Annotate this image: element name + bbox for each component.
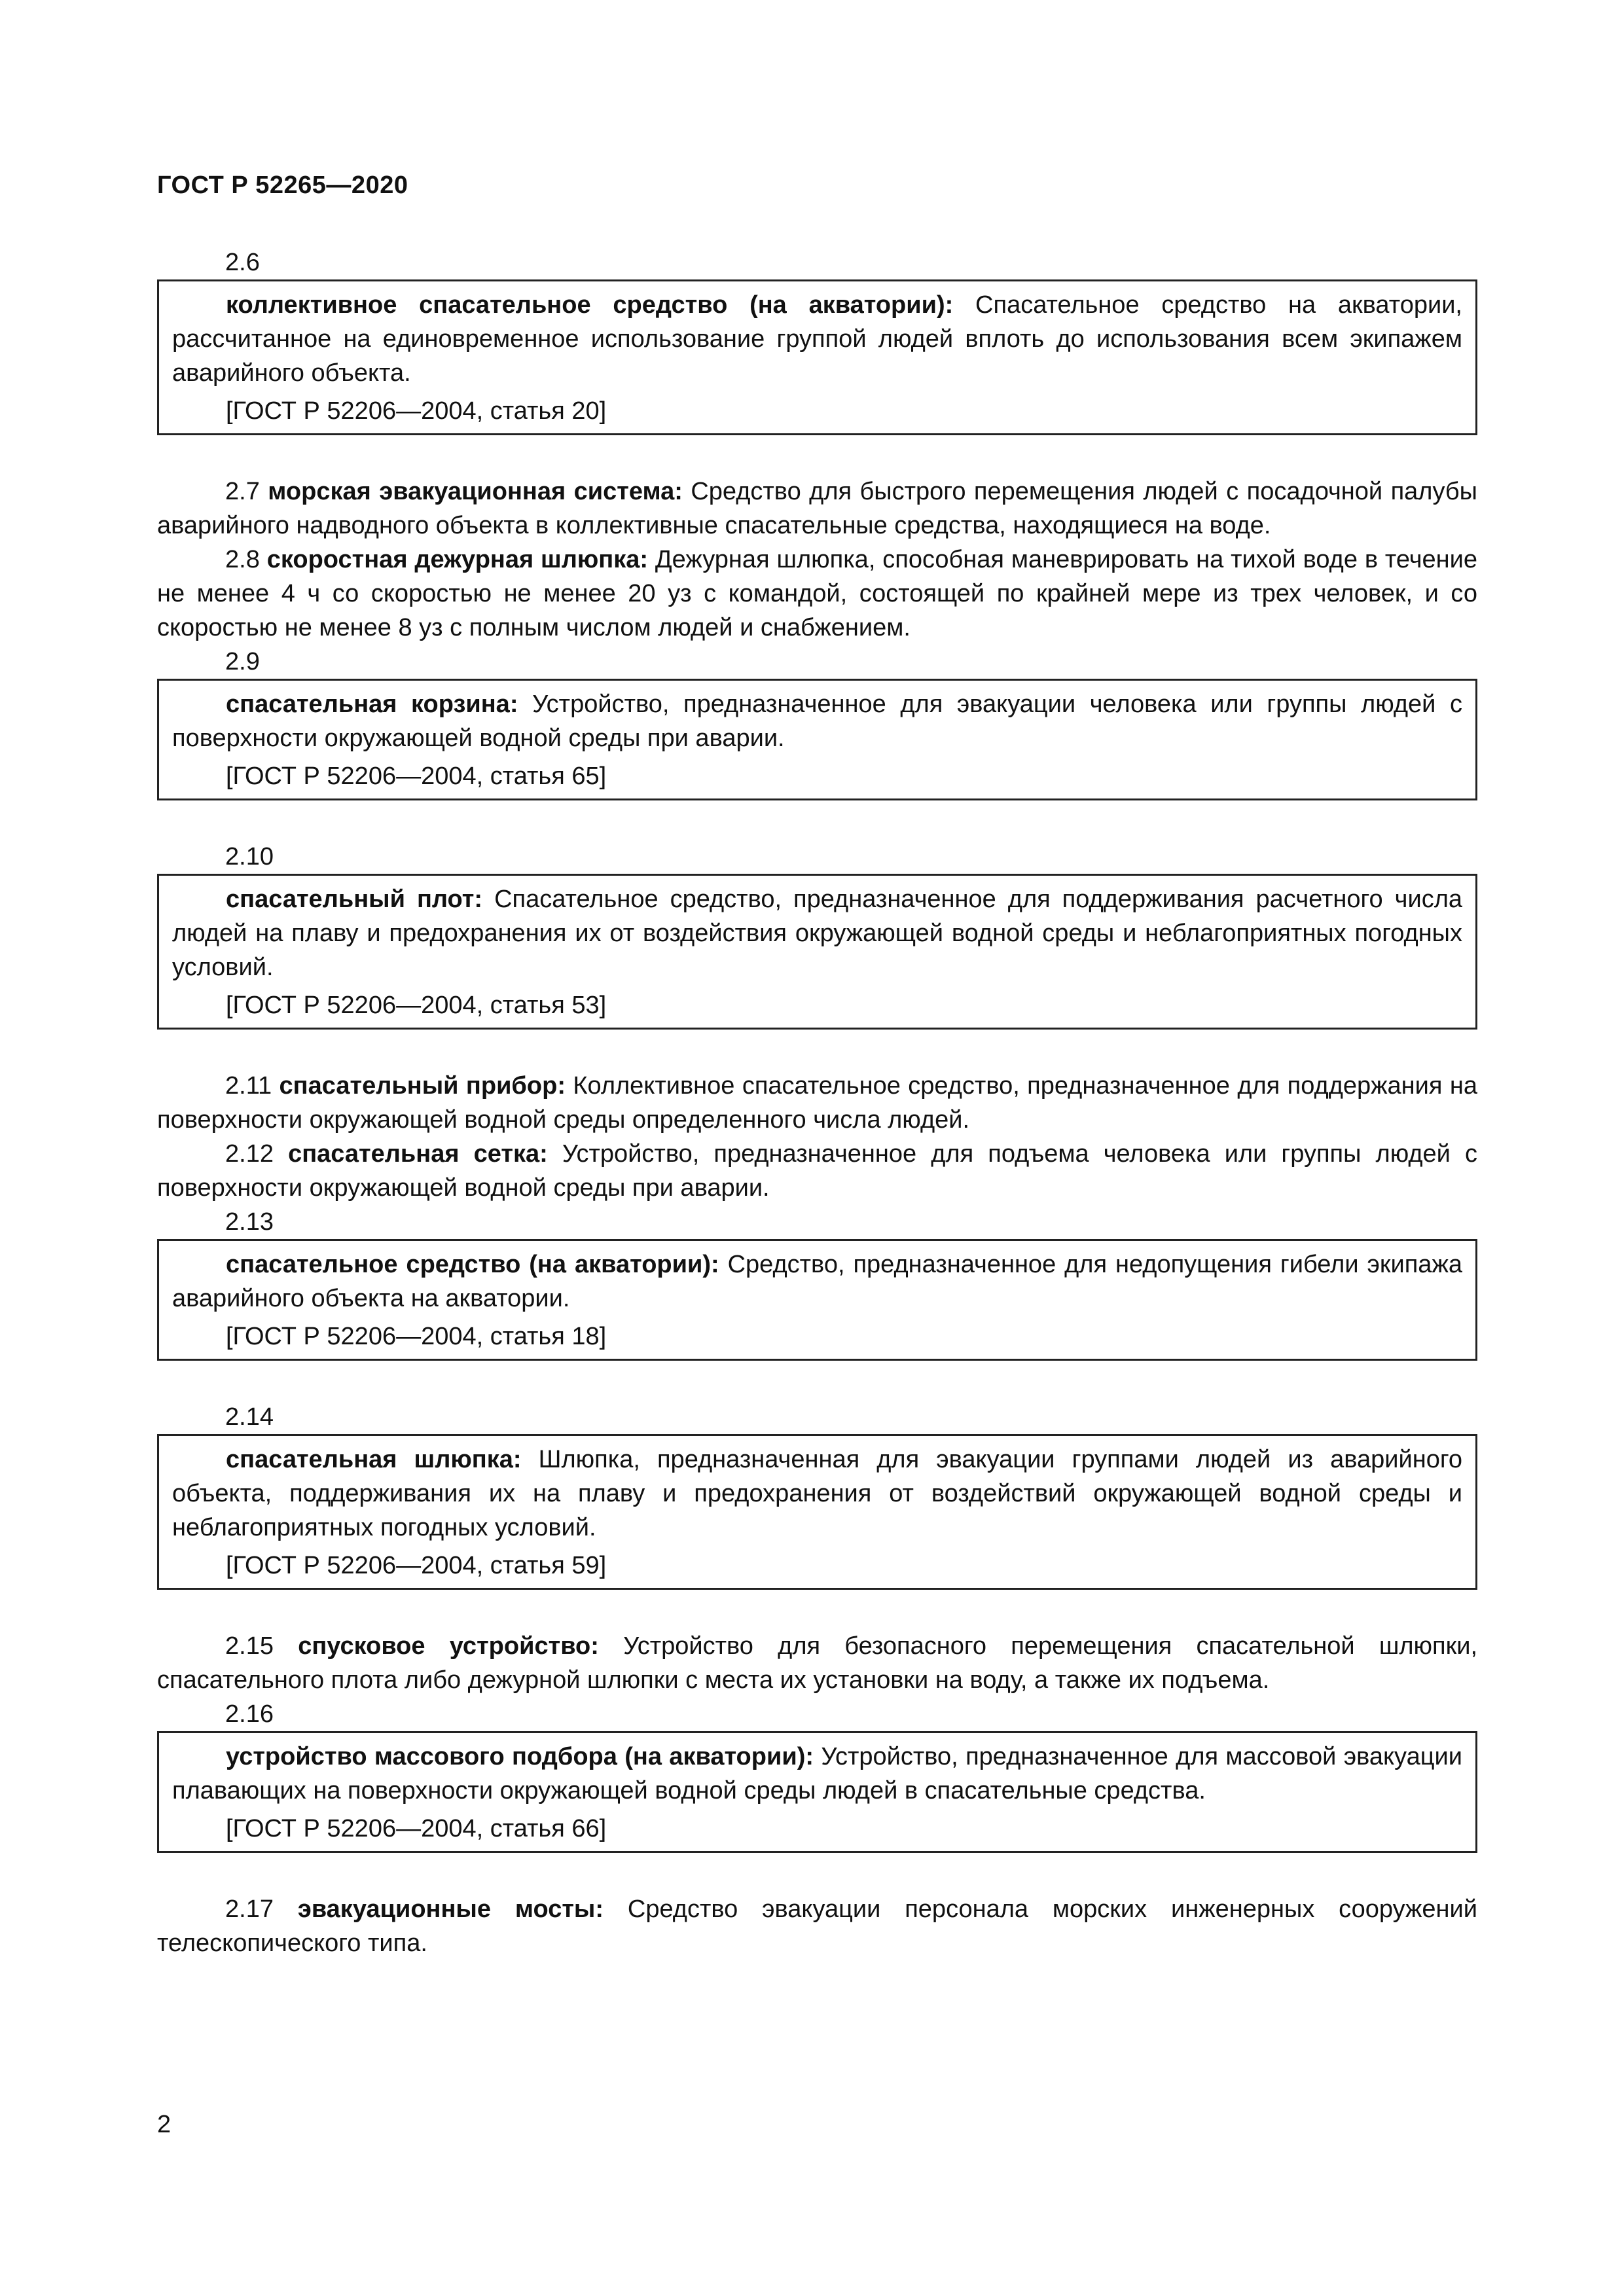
- term: устройство массового подбора (на акватории):: [226, 1743, 814, 1770]
- definition-text: [172, 882, 1462, 984]
- definition: Устройство, предназначенное для подъема человека или группы людей с поверхности окружающей водной среды при аварии.: [157, 1140, 1478, 1202]
- entry-number: 2.7: [225, 478, 260, 505]
- source-reference: [ГОСТ Р 52206—2004, статья 53]: [226, 992, 607, 1019]
- term: спасательная сетка:: [288, 1140, 548, 1168]
- definition: Средство, предназначенное для недопущения гибели экипажа аварийного объекта на акватории.: [172, 1251, 1462, 1312]
- definition-paragraph: [157, 1629, 1477, 1697]
- definition-paragraph: [157, 543, 1477, 645]
- entry-number: 2.15: [225, 1632, 274, 1660]
- source-reference: [ГОСТ Р 52206—2004, статья 59]: [226, 1552, 607, 1579]
- definition: Шлюпка, предназначенная для эвакуации группами людей из аварийного объекта, поддерживания их на плаву и предохранения от воздействий окружающей водной среды и неблагоприятных погодных условий.: [172, 1446, 1462, 1541]
- term: спасательная шлюпка:: [226, 1446, 522, 1473]
- definition: Спасательное средство на акватории, рассчитанное на единовременное использование группой людей вплоть до использования всем экипажем аварийного объекта.: [172, 291, 1462, 387]
- definition-text: [172, 1740, 1462, 1808]
- term: спасательный плот:: [226, 886, 483, 913]
- term: коллективное спасательное средство (на акватории):: [226, 291, 954, 319]
- entry-number: 2.16: [225, 1700, 274, 1728]
- definition-paragraph: [157, 1069, 1477, 1137]
- document-header: ГОСТ Р 52265—2020: [157, 171, 408, 199]
- definition-paragraph: [157, 1137, 1477, 1205]
- term: спасательная корзина:: [226, 691, 518, 718]
- entry-number: 2.10: [225, 843, 274, 870]
- term: спасательное средство (на акватории):: [226, 1251, 719, 1278]
- source-reference: [ГОСТ Р 52206—2004, статья 65]: [226, 762, 607, 790]
- entry-number: 2.8: [225, 546, 260, 573]
- definition-text: [172, 288, 1462, 390]
- term: скоростная дежурная шлюпка:: [266, 546, 649, 573]
- entry-number: 2.13: [225, 1208, 274, 1236]
- quoted-definition-box: [157, 874, 1477, 1030]
- source-reference: [ГОСТ Р 52206—2004, статья 20]: [226, 397, 607, 425]
- definition: Устройство, предназначенное для эвакуации человека или группы людей с поверхности окружающей водной среды при аварии.: [172, 691, 1462, 752]
- entry-number: 2.17: [225, 1895, 274, 1923]
- definition: Устройство, предназначенное для массовой эвакуации плавающих на поверхности окружающей водной среды людей в спасательные средства.: [172, 1743, 1462, 1804]
- definition: Устройство для безопасного перемещения спасательной шлюпки, спасательного плота либо дежурной шлюпки с места их установки на воду, а также их подъема.: [157, 1632, 1478, 1694]
- term: морская эвакуационная система:: [268, 478, 683, 505]
- quoted-definition-box: [157, 279, 1477, 435]
- source-reference: [ГОСТ Р 52206—2004, статья 66]: [226, 1815, 607, 1842]
- definition-text: [172, 1443, 1462, 1545]
- term: спусковое устройство:: [298, 1632, 599, 1660]
- definition-text: [172, 687, 1462, 755]
- definition-text: [172, 1247, 1462, 1316]
- quoted-definition-box: [157, 679, 1477, 800]
- source-reference: [ГОСТ Р 52206—2004, статья 18]: [226, 1323, 607, 1350]
- quoted-definition-box: [157, 1434, 1477, 1590]
- quoted-definition-box: [157, 1731, 1477, 1853]
- definition-paragraph: [157, 1892, 1477, 1960]
- term: эвакуационные мосты:: [297, 1895, 604, 1923]
- definition: Средство эвакуации персонала морских инженерных сооружений телескопического типа.: [157, 1895, 1477, 1957]
- definition: Дежурная шлюпка, способная маневрировать на тихой воде в течение не менее 4 ч со скоростью не менее 20 уз с командой, состоящей по крайней мере из трех человек, и со скоростью не менее 8 уз с полным числом людей и снабжением.: [157, 546, 1478, 641]
- quoted-definition-box: [157, 1239, 1477, 1361]
- entry-number: 2.11: [225, 1072, 272, 1100]
- page-number: 2: [157, 2111, 171, 2138]
- entry-number: 2.12: [225, 1140, 274, 1168]
- entry-number: 2.6: [225, 249, 260, 276]
- definition-paragraph: [157, 475, 1477, 543]
- term: спасательный прибор:: [279, 1072, 566, 1100]
- document-body: [157, 245, 1477, 1960]
- definition: Спасательное средство, предназначенное для поддерживания расчетного числа людей на плаву и предохранения их от воздействия окружающей водной среды и неблагоприятных погодных условий.: [172, 886, 1462, 981]
- definition: Средство для быстрого перемещения людей с посадочной палубы аварийного надводного объекта в коллективные спасательные средства, находящиеся на воде.: [157, 478, 1477, 539]
- entry-number: 2.14: [225, 1403, 274, 1431]
- definition: Коллективное спасательное средство, предназначенное для поддержания на поверхности окружающей водной среды определенного числа людей.: [157, 1072, 1477, 1134]
- entry-number: 2.9: [225, 648, 260, 675]
